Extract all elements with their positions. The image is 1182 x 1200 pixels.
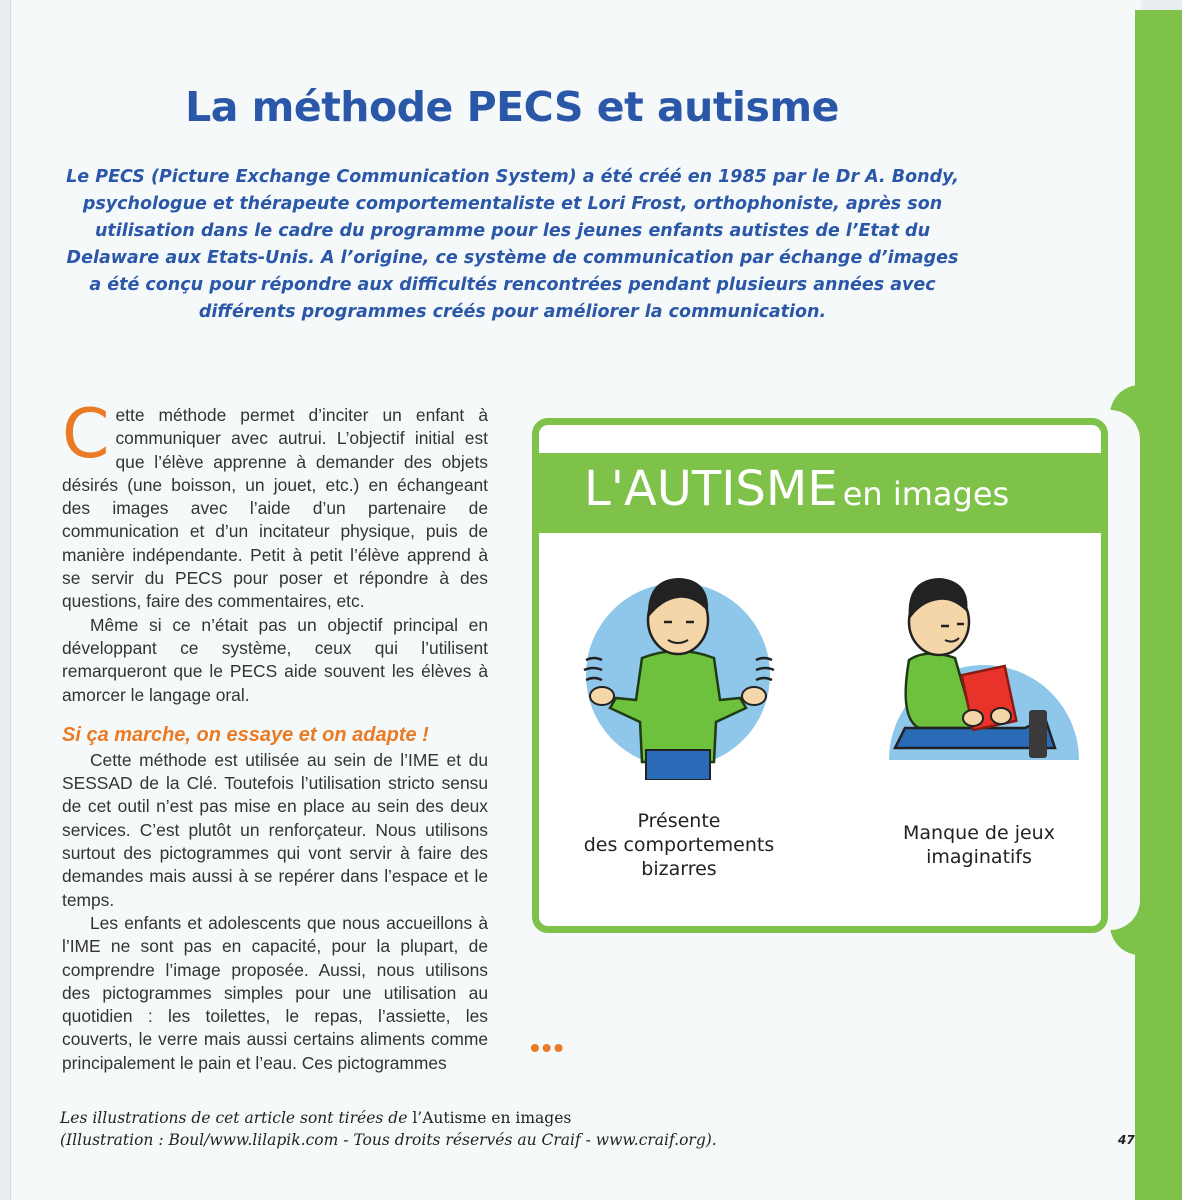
caption-left-line-1: Présente — [637, 810, 721, 832]
caption-right-line-1: Manque de jeux — [903, 822, 1055, 844]
credits-book-title: l’Autisme en images — [412, 1109, 572, 1127]
credits-line-1-a: Les illustrations de cet article sont tirées de — [60, 1109, 408, 1127]
box-title — [584, 461, 1009, 517]
credits-line-1 — [60, 1107, 1060, 1129]
caption-left-line-3: bizarres — [641, 858, 717, 880]
box-title-sub: en images — [842, 475, 1010, 513]
paragraph-1-text: ette méthode permet d’inciter un enfant à communiquer avec autrui. L’objectif initial est que l’élève apprenne à demander des objets désirés (une boisson, un jouet, etc.) en échangeant des images avec l’aide d’un partenaire de communication et d’un incitateur physique, puis de manière indépendante. Petit à petit l’élève apprend à se servir du PECS pour poser et répondre à des questions, faire des commentaires, etc. — [62, 405, 488, 612]
caption-right-line-2: imaginatifs — [926, 846, 1032, 868]
illustration-credits — [60, 1107, 1060, 1151]
caption-no-imaginative-play — [864, 821, 1094, 869]
article-title: La méthode PECS et autisme — [185, 83, 839, 131]
paragraph-1 — [62, 395, 488, 614]
figure-bizarre-behaviour — [564, 560, 794, 780]
figure-no-imaginative-play — [849, 560, 1099, 780]
page-number: 47 — [1118, 1133, 1135, 1147]
paragraph-3: Cette méthode est utilisée au sein de l’IME et du SESSAD de la Clé. Toutefois l’utilisation stricto sensu de cet outil n’est pas mise en place au sein des deux services. C’est plutôt un renforçateur. Nous utilisons surtout des pictogrammes qui vont servir à faire des demandes mais aussi à se repérer dans l’espace et le temps. — [62, 749, 488, 910]
paragraph-2: Même si ce n’était pas un objectif principal en développant ce système, ceux qui l’utilisent remarqueront que le PECS aide souvent les élèves à amorcer le langage oral. — [62, 614, 488, 705]
article-intro: Le PECS (Picture Exchange Communication System) a été créé en 1985 par le Dr A. Bondy, psychologue et thérapeute comportementaliste et Lori Frost, orthophoniste, après son utilisation dans le cadre du programme pour les jeunes enfants autistes de l’Etat du Delaware aux Etats-Unis. A l’origine, ce système de communication par échange d’images a été conçu pour répondre aux difficultés rencontrées pendant plusieurs années avec différents programmes créés pour améliorer la communication. — [66, 167, 959, 322]
autisme-en-images-box — [532, 418, 1108, 933]
box-title-band — [532, 453, 1108, 533]
article-body — [62, 395, 488, 1075]
credits-line-2: (Illustration : Boul/www.lilapik.com - Tous droits réservés au Craif - www.craif.org). — [60, 1131, 717, 1149]
caption-bizarre-behaviour — [554, 809, 804, 881]
box-title-main: L'AUTISME — [584, 461, 838, 517]
continuation-dots: ••• — [530, 1032, 566, 1063]
paragraph-4: Les enfants et adolescents que nous accueillons à l’IME ne sont pas en capacité, pour la plupart, de comprendre l’image proposée. Aussi, nous utilisons des pictogrammes simples pour une utilisation au quotidien : les toilettes, le repas, l’assiette, les couverts, le verre mais aussi certains aliments comme principalement le pain et l’eau. Ces pictogrammes — [62, 912, 488, 1073]
drop-cap: C — [62, 395, 110, 474]
section-subheading: Si ça marche, on essaye et on adapte ! — [62, 723, 429, 746]
caption-left-line-2: des comportements — [583, 834, 775, 856]
